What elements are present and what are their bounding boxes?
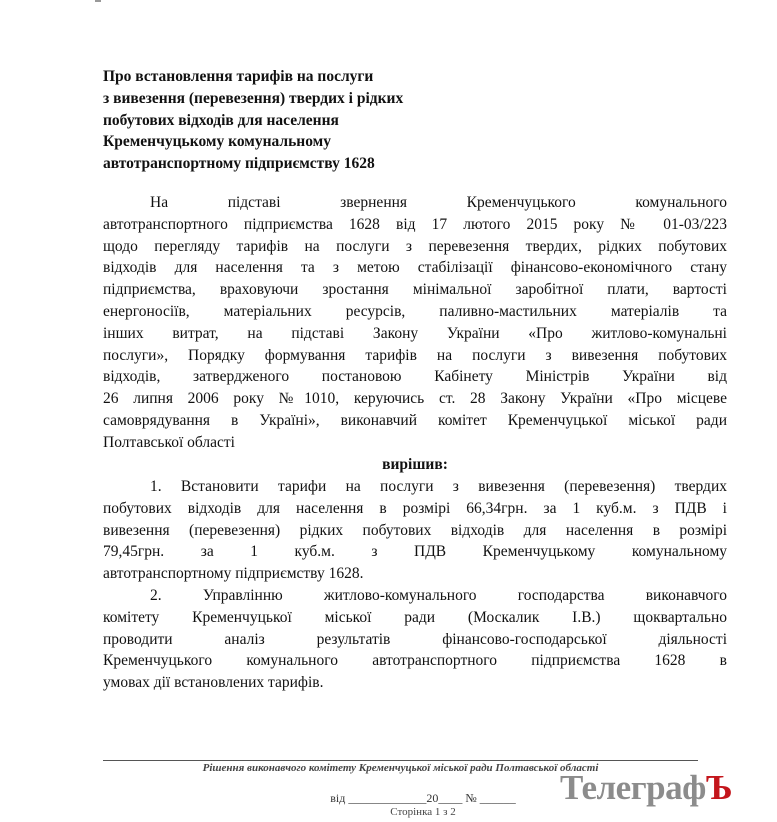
text-line: На підставі звернення Кременчуцького комунального [150, 194, 727, 211]
text-line: 26 липня 2006 року №1010, керуючись ст. 28 Закону України «Про місцеве [103, 390, 727, 408]
text-line: вивезення (перевезення) рідких побутових відходів для населення в розмірі [103, 521, 727, 539]
document-title [103, 66, 403, 175]
page-edge-mark [95, 0, 101, 2]
title-line: Кременчуцькому комунальному [103, 133, 331, 151]
page-number: Сторінка 1 з 2 [390, 806, 456, 818]
text-line: відходів для населення та з метою стабілізації фінансово-економічного стану [103, 259, 727, 277]
text-line: послуги», Порядку формування тарифів на послуги з вивезення побутових [103, 346, 727, 364]
decision-heading: вирішив: [382, 456, 448, 473]
text-line: 79,45грн. за 1 куб.м. з ПДВ Кременчуцькому комунальному [103, 543, 727, 561]
title-line: побутових відходів для населення [103, 111, 339, 129]
text-line: 1. Встановити тарифи на послуги з вивезення (перевезення) твердих [150, 478, 727, 495]
text-line: підприємства, враховуючи зростання мінімальної заробітної плати, вартості [103, 281, 727, 299]
text-line: 2. Управлінню житлово-комунального господарства виконавчого [150, 587, 727, 604]
text-line: побутових відходів для населення в розмірі 66,34грн. за 1 куб.м. з ПДВ і [103, 499, 727, 517]
title-line: з вивезення (перевезення) твердих і рідких [103, 89, 404, 107]
decision-item-1 [103, 476, 727, 585]
text-line: автотранспортного підприємства 1628 від 17 лютого 2015 року № 01-03/223 [103, 215, 727, 233]
text-line: відходів, затвердженого постановою Кабінету Міністрів України від [103, 368, 727, 386]
footer-date-line: від _____________20____ № ______ [330, 791, 516, 805]
text-line: умовах дії встановлених тарифів. [103, 674, 324, 692]
text-line: автотранспортному підприємству 1628. [103, 565, 364, 583]
text-line: Кременчуцького комунального автотранспортного підприємства 1628 в [103, 652, 727, 670]
text-line: інших витрат, на підставі Закону України «Про житлово-комунальні [103, 324, 727, 342]
footer-caption: Рішення виконавчого комітету Кременчуцької міської ради Полтавської області [202, 762, 599, 774]
decision-item-2 [103, 585, 727, 694]
text-line: комітету Кременчуцької міської ради (Москалик І.В.) щоквартально [103, 608, 727, 626]
title-line: автотранспортному підприємству 1628 [103, 155, 375, 173]
title-line: Про встановлення тарифів на послуги [103, 68, 374, 85]
telegraf-watermark-logo [560, 768, 732, 808]
text-line: проводити аналіз результатів фінансово-господарської діяльності [103, 630, 727, 648]
text-line: самоврядування в Україні», виконавчий комітет Кременчуцької міської ради [103, 411, 727, 429]
text-line: енергоносіїв, матеріальних ресурсів, паливно-мастильних матеріалів та [103, 302, 727, 320]
logo-text-accent: Ъ [705, 768, 733, 807]
preamble-paragraph [103, 192, 727, 454]
logo-text: Телеграф [560, 768, 706, 807]
text-line: Полтавської області [103, 433, 235, 451]
text-line: щодо перегляду тарифів на послуги з перевезення твердих, рідких побутових [103, 237, 727, 255]
footer-divider [103, 760, 698, 761]
